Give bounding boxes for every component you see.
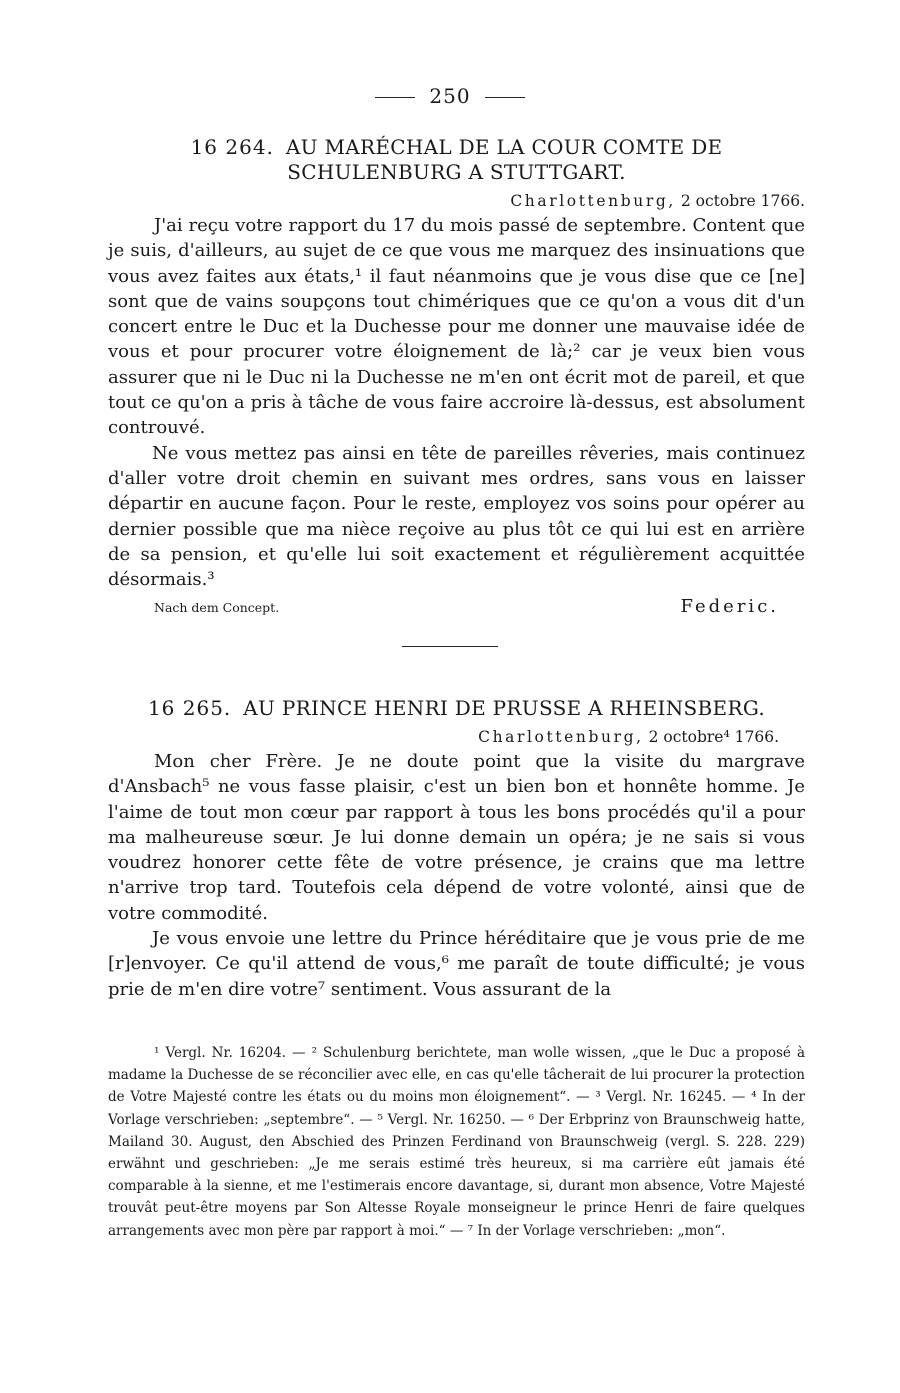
letter-date: 2 octobre⁴ 1766. [648, 728, 779, 746]
letter-source: Nach dem Concept. [154, 600, 280, 616]
letter-date: 2 octobre 1766. [680, 192, 805, 210]
letter-paragraph: Ne vous mettez pas ainsi en tête de pareilles rêveries, mais continuez d'aller votre droit chemin en suivant mes ordres, sans vous en laisser départir en aucune façon. Pour le reste, employez vos soins pour opérer au dernier possible que ma nièce reçoive au plus tôt ce qui lui est en arrière de sa pension, et qu'elle lui soit exactement et régulièrement acquittée désormais.³ [108, 442, 805, 591]
letter-body [108, 213, 805, 592]
page-number-text: 250 [429, 84, 471, 108]
letter-number: 16 264. [190, 135, 274, 159]
letter-number: 16 265. [147, 696, 232, 720]
letter-signature: Federic. [680, 596, 779, 618]
letter-dateline [108, 189, 805, 213]
letter-paragraph: Mon cher Frère. Je ne doute point que la visite du margrave d'Ansbach⁵ ne vous fasse plaisir, c'est un bien bon et honnête homme. Je l'aime de tout mon cœur par rapport à tous les bons procédés qu'il a pour ma malheureuse sœur. Je lui donne demain un opéra; je ne sais si vous voudrez honorer cette fête de votre présence, je crains que ma lettre n'arrive trop tard. Toutefois cela dépend de votre volonté, ainsi que de votre commodité. [108, 751, 805, 924]
letter-heading [108, 135, 805, 185]
footnotes-text: ¹ Vergl. Nr. 16204. — ² Schulenburg berichtete, man wolle wissen, „que le Duc a proposé à madame la Duchesse de se réconcilier avec elle, en cas qu'elle tâcherait de lui procurer la protection de Votre Majesté contre les états ou du moins mon éloignement“. — ³ Vergl. Nr. 16245. — ⁴ In der Vorlage verschrieben: „septembre“. — ⁵ Vergl. Nr. 16250. — ⁶ Der Erbprinz von Braunschweig hatte, Mailand 30. August, den Abschied des Prinzen Ferdinand von Braunschweig (vergl. S. 228. 229) erwähnt und geschrieben: „Je me serais estimé très heureux, si ma carrière eût jamais été comparable à la sienne, et me l'estimerais encore davantage, si, durant mon absence, Votre Majesté trouvât peut-être moyens par Son Altesse Royale monseigneur le prince Henri de faire quelques arrangements avec mon père par rapport à moi.“ — ⁷ In der Vorlage verschrieben: „mon“. [108, 1045, 805, 1239]
page-number [0, 84, 900, 108]
letter-paragraph: Je vous envoie une lettre du Prince héréditaire que je vous prie de me [r]envoyer. Ce qu'il attend de vous,⁶ me paraît de toute difficulté; je vous prie de m'en dire votre⁷ sentiment. Vous assurant de la [108, 928, 805, 1000]
footnotes [108, 1042, 805, 1242]
letter-16264 [108, 135, 805, 617]
letter-place: Charlottenburg, [510, 192, 676, 210]
letter-title: AU MARÉCHAL DE LA COUR COMTE DE SCHULENBURG A STUTTGART. [285, 135, 723, 184]
letter-heading [108, 696, 805, 721]
letter-dateline [108, 725, 779, 749]
letter-title: AU PRINCE HENRI DE PRUSSE A RHEINSBERG. [243, 696, 766, 720]
letter-body [108, 749, 805, 1002]
section-divider [402, 646, 498, 647]
letter-paragraph: J'ai reçu votre rapport du 17 du mois passé de septembre. Content que je suis, d'ailleurs, au sujet de ce que vous me marquez des insinuations que vous avez faites aux états,¹ il faut néanmoins que je vous dise que ce [ne] sont que de vains soupçons tout chimériques que ce qu'on a vous dit d'un concert entre le Duc et la Duchesse pour me donner une mauvaise idée de vous et pour procurer votre éloignement de là;² car je veux bien vous assurer que ni le Duc ni la Duchesse ne m'en ont écrit mot de pareil, et que tout ce qu'on a pris à tâche de vous faire accroire là-dessus, est absolument controuvé. [108, 215, 805, 439]
letter-place: Charlottenburg, [478, 728, 644, 746]
letter-closing [108, 596, 805, 617]
page-number-dash-left [375, 97, 415, 98]
page-number-dash-right [485, 97, 525, 98]
letter-16265 [108, 696, 805, 1002]
